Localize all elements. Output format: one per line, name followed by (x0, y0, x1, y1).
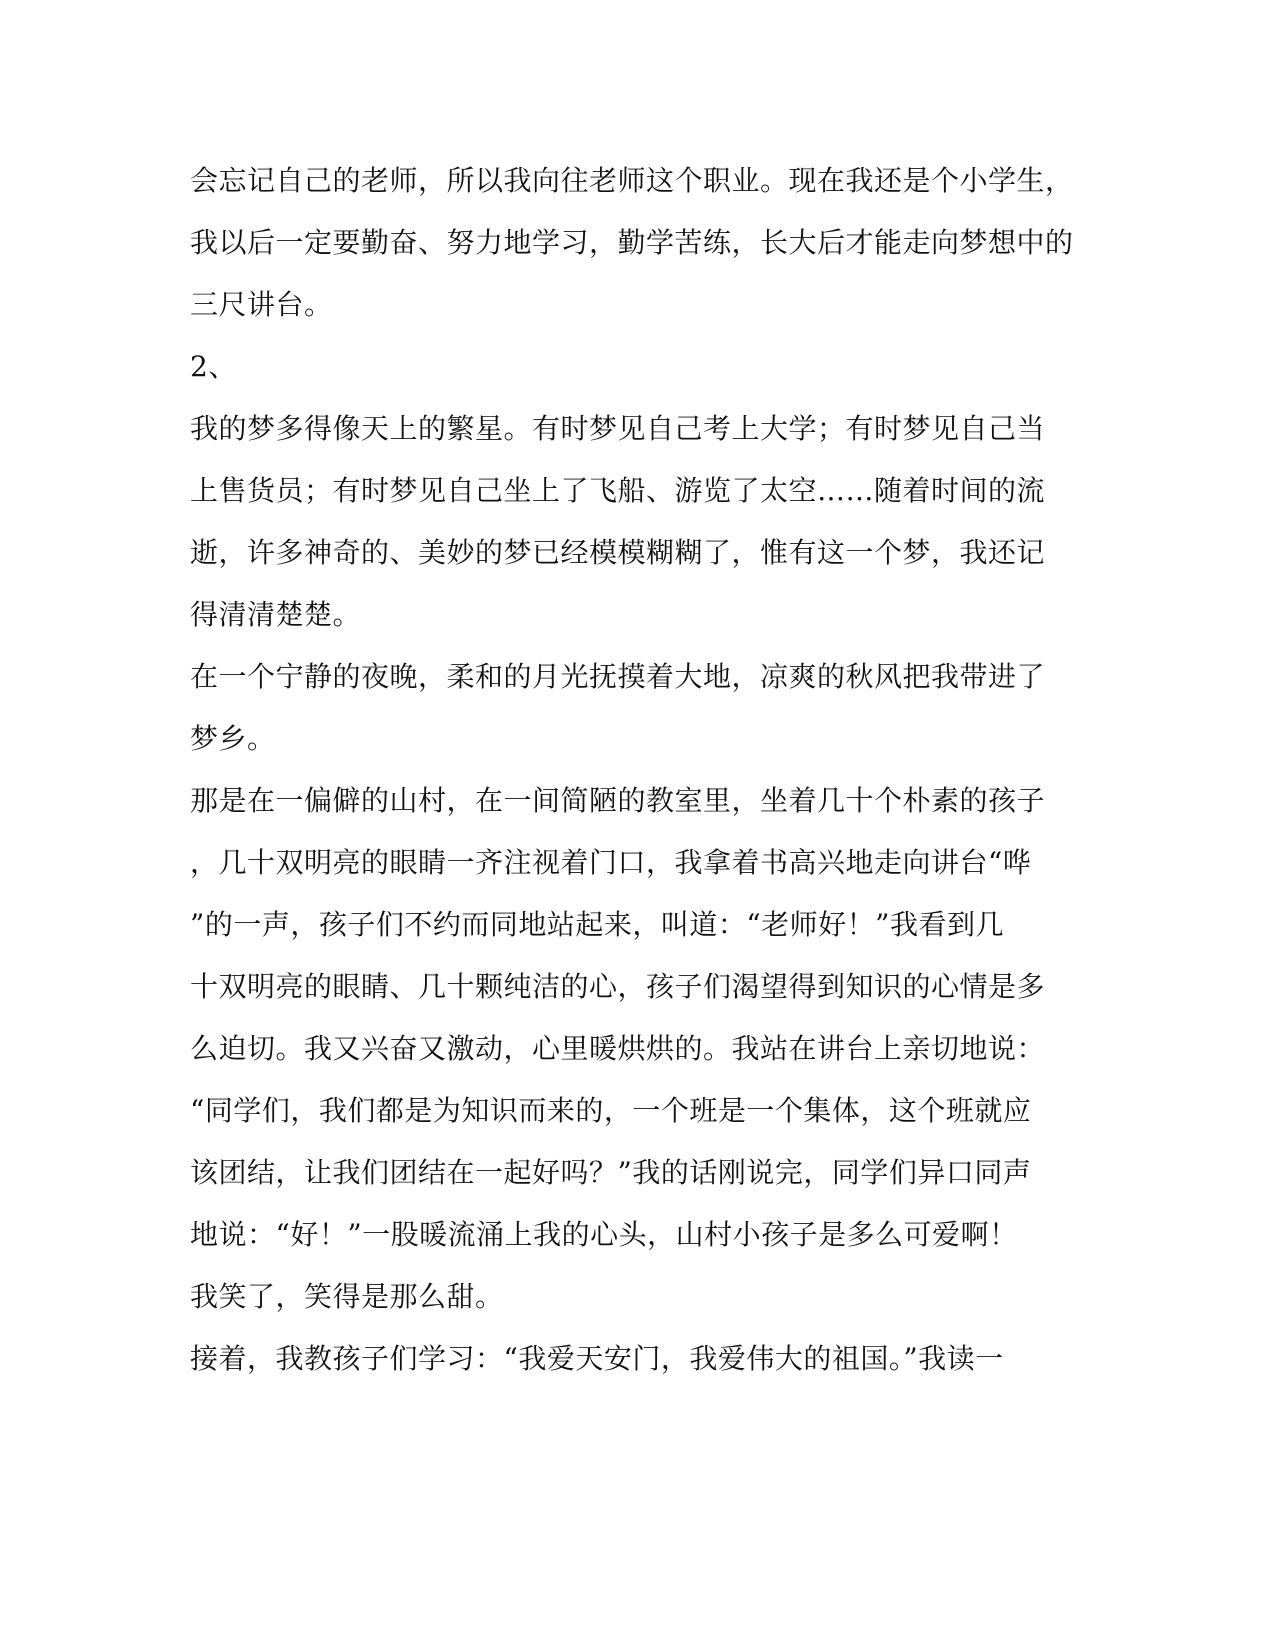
text-line: 接着，我教孩子们学习：“我爱天安门，我爱伟大的祖国。”我读一 (190, 1342, 1004, 1375)
text-line: 我笑了，笑得是那么甜。 (190, 1280, 504, 1313)
text-line: 在一个宁静的夜晚，柔和的月光抚摸着大地，凉爽的秋风把我带进了 (190, 660, 1046, 693)
text-line: ，几十双明亮的眼睛一齐注视着门口，我拿着书高兴地走向讲台“哗 (190, 846, 1032, 879)
text-line: 得清清楚楚。 (190, 598, 362, 631)
text-line: 三尺讲台。 (190, 288, 333, 321)
text-line: 么迫切。我又兴奋又激动，心里暖烘烘的。我站在讲台上亲切地说： (190, 1032, 1046, 1065)
text-line: 逝，许多神奇的、美妙的梦已经模模糊糊了，惟有这一个梦，我还记 (190, 536, 1046, 569)
text-line: 该团结，让我们团结在一起好吗？”我的话刚说完，同学们异口同声 (190, 1156, 1032, 1189)
text-line: 梦乡。 (190, 722, 276, 755)
text-line: 会忘记自己的老师，所以我向往老师这个职业。现在我还是个小学生， (190, 164, 1074, 197)
text-line: 十双明亮的眼睛、几十颗纯洁的心，孩子们渴望得到知识的心情是多 (190, 970, 1046, 1003)
text-line: “同学们，我们都是为知识而来的，一个班是一个集体，这个班就应 (190, 1094, 1032, 1127)
text-line: 那是在一偏僻的山村，在一间简陋的教室里，坐着几十个朴素的孩子 (190, 784, 1046, 817)
section-number: 2、 (190, 350, 237, 383)
text-line: ”的一声，孩子们不约而同地站起来，叫道：“老师好！”我看到几 (190, 908, 1004, 941)
text-line: 我以后一定要勤奋、努力地学习，勤学苦练，长大后才能走向梦想中的 (190, 226, 1074, 259)
text-line: 上售货员；有时梦见自己坐上了飞船、游览了太空……随着时间的流 (190, 474, 1046, 507)
text-line: 地说：“好！”一股暖流涌上我的心头，山村小孩子是多么可爱啊！ (190, 1218, 1018, 1251)
text-line: 我的梦多得像天上的繁星。有时梦见自己考上大学；有时梦见自己当 (190, 412, 1046, 445)
